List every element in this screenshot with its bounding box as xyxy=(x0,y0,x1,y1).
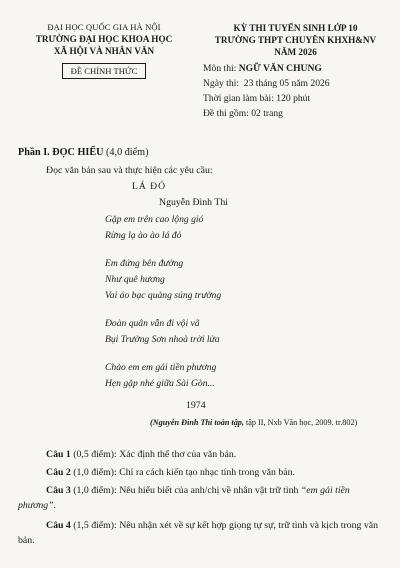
question-quote: “em gái tiền phương”. xyxy=(18,485,350,511)
question-text: Nêu nhận xét về sự kết hợp giọng tự sự, trữ tình và kịch trong văn bản. xyxy=(18,520,378,546)
official-exam-badge: ĐỀ CHÍNH THỨC xyxy=(62,63,147,79)
question-number: Câu 2 xyxy=(46,467,71,478)
poem-year: 1974 xyxy=(186,400,206,411)
duration-label: Thời gian làm bài: xyxy=(203,93,274,104)
poem-stanza xyxy=(105,316,221,348)
question-number: Câu 3 xyxy=(46,485,71,496)
question-text: Nêu hiểu biết của anh/chị về nhân vật trữ tình xyxy=(119,485,299,496)
exam-title-line1: KỲ THI TUYỂN SINH LỚP 10 xyxy=(233,23,358,33)
date-value: 23 tháng 05 năm 2026 xyxy=(243,78,330,89)
poem-line: Em đứng bên đường xyxy=(105,258,184,269)
question-points: (1,0 điểm): xyxy=(73,467,117,478)
subject-label: Môn thi: xyxy=(203,63,237,74)
duration-row xyxy=(203,91,388,106)
school-name-line1: TRƯỜNG ĐẠI HỌC KHOA HỌC xyxy=(35,34,173,44)
section-heading xyxy=(18,147,148,158)
subject-row xyxy=(203,61,388,76)
section-points: (4,0 điểm) xyxy=(106,147,149,158)
university-name: ĐẠI HỌC QUỐC GIA HÀ NỘI xyxy=(47,22,161,32)
poem-author: Nguyễn Đình Thi xyxy=(159,197,228,208)
exam-title-line2: TRƯỜNG THPT CHUYÊN KHXH&NV xyxy=(214,35,377,45)
date-label: Ngày thi: xyxy=(203,78,239,89)
question-points: (1,5 điểm): xyxy=(73,520,117,531)
question-number: Câu 1 xyxy=(46,449,71,460)
question-2 xyxy=(18,465,384,480)
poem-line: Chào em em gái tiền phương xyxy=(105,362,217,373)
poem-line: Bụi Trường Sơn nhoà trời lửa xyxy=(105,334,220,345)
question-number: Câu 4 xyxy=(46,520,71,531)
pages-value: 02 trang xyxy=(251,108,283,119)
exam-year: NĂM 2026 xyxy=(274,47,317,57)
subject-value: NGỮ VĂN CHUNG xyxy=(238,63,322,74)
pages-label: Đề thi gồm: xyxy=(203,108,249,119)
section-title: Phần I. ĐỌC HIỂU xyxy=(18,147,104,158)
duration-value: 120 phút xyxy=(276,93,311,104)
section-instruction: Đọc văn bản sau và thực hiện các yêu cầu: xyxy=(46,165,213,176)
question-points: (0,5 điểm): xyxy=(73,449,117,460)
poem-stanza xyxy=(105,256,221,304)
poem-source xyxy=(150,418,357,427)
question-3 xyxy=(18,483,384,513)
pages-row xyxy=(203,106,388,121)
poem-line: Rừng lạ ào ào lá đỏ xyxy=(105,230,182,241)
school-name-line2: XÃ HỘI VÀ NHÂN VĂN xyxy=(53,46,155,56)
institution-header xyxy=(18,22,190,79)
poem-body xyxy=(105,212,221,404)
question-4 xyxy=(18,518,384,548)
exam-meta xyxy=(203,61,388,121)
poem-stanza xyxy=(105,360,221,392)
poem-line: Vai áo bạc quàng súng trường xyxy=(105,290,222,301)
poem-line: Hẹn gặp nhé giữa Sài Gòn... xyxy=(105,378,215,389)
source-title: (Nguyễn Đình Thi toàn tập, xyxy=(150,418,244,427)
poem-title: LÁ ĐỎ xyxy=(132,181,167,192)
question-1 xyxy=(18,447,384,462)
poem-line: Gặp em trên cao lộng gió xyxy=(105,214,204,225)
poem-line: Như quê hương xyxy=(105,274,165,285)
date-row xyxy=(203,76,388,91)
question-text: Chỉ ra cách kiến tạo nhạc tính trong văn bản. xyxy=(119,467,295,478)
poem-line: Đoàn quân vẫn đi vội vã xyxy=(105,318,200,329)
question-text: Xác định thể thơ của văn bản. xyxy=(119,449,237,460)
poem-stanza xyxy=(105,212,221,244)
question-points: (1,0 điểm): xyxy=(73,485,117,496)
exam-header xyxy=(203,22,388,121)
source-details: tập II, Nxb Văn học, 2009. tr.802) xyxy=(246,418,358,427)
